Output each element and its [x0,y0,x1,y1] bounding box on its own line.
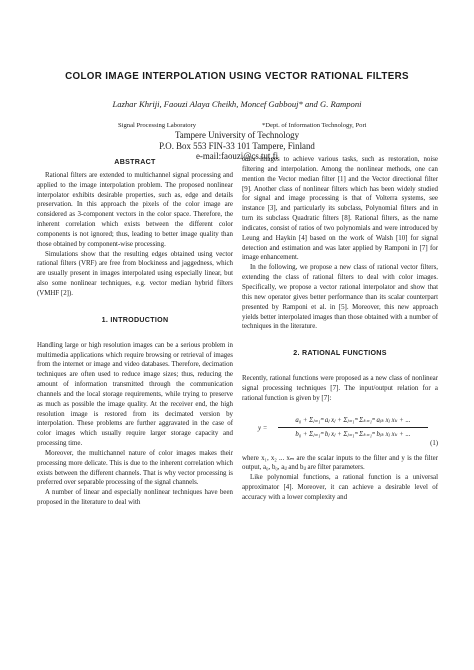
rational-functions-paragraph: Recently, rational functions were proposed as a new class of nonlinear signal processing techniques [7]. The input/output relation for a rational function is given by [7]: [242,375,438,402]
author-list: Lazhar Khriji, Faouzi Alaya Cheikh, Moncef Gabbouj* and G. Ramponi [112,99,362,109]
address-line-university: Tampere University of Technology [174,130,300,140]
affiliation-dept: *Dept. of Information Technology, Pori [262,122,367,129]
introduction-paragraph-multichannel: Moreover, the multichannel nature of color images makes their processing more delicate. This is due to the inherent correlation which exists between the different channels. That is why vector processing is preferred over separable processing of the signal channels. [37,449,233,487]
rational-function-equation [242,413,438,447]
equation-denominator: b₀ + Σⱼ₌₁ᵐ bⱼ xⱼ + Σⱼ₌₁ᵐ Σₖ₌₁ᵐ bⱼₖ xⱼ xₖ + ... [295,430,411,438]
rational-functions-heading: 2. RATIONAL FUNCTIONS [293,349,387,358]
related-work-paragraph: color images to achieve various tasks, such as restoration, noise filtering and interpolation. Among the nonlinear methods, one can mention the Vector median filter [1] and the Vector directional filter [9]. Another class of nonlinear filters which has been widely studied for signal and image processing is that of Volterra systems, see instance [3], and particularly its subclass, Polynomial filters and in turn its subclass Quadratic filters [8]. Rational filters, as the name indicates, consist of ratios of two polynomials and were introduced by Leung and Haykin [4] based on the work of Walsh [10] for signal detection and estimation and was later applied by Ramponi in [7] for image enhancement. [242,156,438,262]
left-column [37,155,233,508]
introduction-paragraph-techniques: A number of linear and especially nonlinear techniques have been proposed in the literature to deal with [37,489,233,507]
address-line-email: e-mail:faouzi@cs.tut.fi [195,151,279,161]
abstract-heading: ABSTRACT [114,158,156,166]
right-column [242,155,438,503]
equation-numerator: a₀ + Σⱼ₌₁ᵐ aⱼ xⱼ + Σⱼ₌₁ᵐ Σₖ₌₁ᵐ aⱼₖ xⱼ xₖ + ... [295,416,411,424]
equation-explanation-paragraph: where x₁, x₂ ... xₘ are the scalar inputs to the filter and y is the filter output, a₀, b₀, aᵢⱼ and bᵢⱼ are filter parameters. [242,454,438,472]
proposal-paragraph: In the following, we propose a new class of rational vector filters, extending the class of rational filters to deal with color images. Specifically, we propose a vector rational interpolator and show that this new operator gives better performance than its scalar counterpart presented by Ramponi et al. in [5]. Moreover, this new approach yields better interpolated images than those obtained with a number of techniques in the literature. [242,264,438,331]
universal-approximator-paragraph: Like polynomial functions, a rational function is a universal approximator [4]. Moreover, it can achieve a desirable level of accuracy with a lower complexity and [242,474,438,501]
introduction-paragraph: Handling large or high resolution images can be a serious problem in multimedia applications which require browsing or retrieval of images from the internet or image and video databases. Therefore, decimation techniques are often used to reduce image sizes; thus, reducing the amount of information transmitted through the communication channels and the local storage requirements, while trying to preserve as much as possible the image quality. At the receiver end, the high resolution image is restored from its decimated version by interpolation. These problems are further aggravated in the case of color images which usually require larger storage capacity and processing time. [37,341,233,448]
address-line-postal: P.O. Box 553 FIN-33 101 Tampere, Finland [159,140,315,151]
equation-fraction-bar [278,427,428,428]
abstract-paragraph: Rational filters are extended to multichannel signal processing and applied to the image interpolation problem. The proposed nonlinear interpolator exhibits desirable properties, such as, edge and details preservation. In this approach the pixels of the color image are considered as 3-component vectors in the color space. Therefore, the inherent correlation which exists between the different color components is not ignored; thus, leading to better image quality than those obtained by component-wise processing. [37,171,233,248]
equation-lhs: y = [258,424,268,432]
paper-title: COLOR IMAGE INTERPOLATION USING VECTOR RATIONAL FILTERS [65,71,409,82]
abstract-paragraph-simulations: Simulations show that the resulting edges obtained using vector rational filters (VRF) are free from blockiness and jaggedness, which are usually present in images interpolated using especially linear, but also some nonlinear techniques, e.g. vector median hybrid filters (VMHF [2]). [37,250,233,297]
equation-number: (1) [430,439,438,447]
affiliation-lab: Signal Processing Laboratory [118,122,197,129]
introduction-heading: 1. INTRODUCTION [101,315,169,324]
